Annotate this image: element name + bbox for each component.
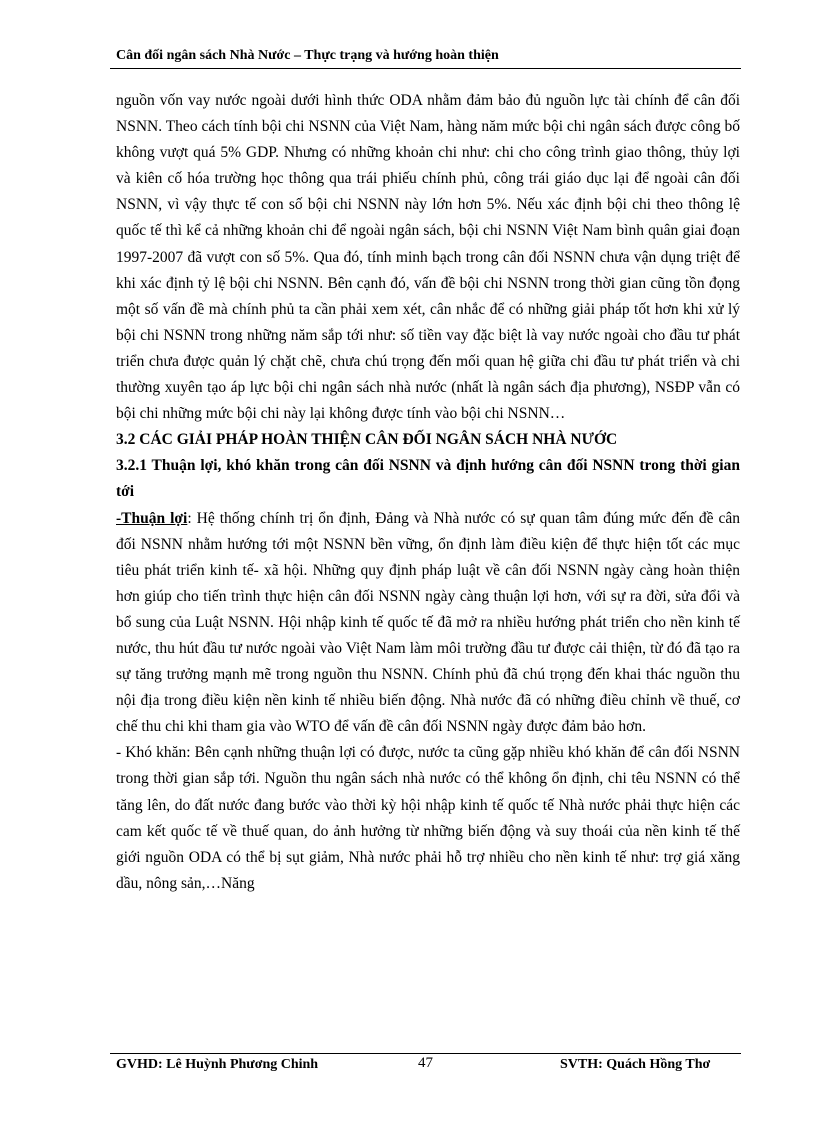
header-rule [110, 68, 741, 69]
page-header-title: Cân đối ngân sách Nhà Nước – Thực trạng và hướng hoàn thiện [116, 48, 499, 63]
paragraph-advantages [116, 506, 740, 741]
page-content [116, 88, 740, 897]
paragraph-difficulties: - Khó khăn: Bên cạnh những thuận lợi có được, nước ta cũng gặp nhiều khó khăn để cân đối NSNN trong thời gian sắp tới. Nguồn thu ngân sách nhà nước có thể không ổn định, chi têu NSNN có thể tăng lên, do đất nước đang bước vào thời kỳ hội nhập kinh tế quốc tế Nhà nước phải thực hiện các cam kết quốc tế về thuế quan, do ảnh hưởng từ những biến động và suy thoái của nền kinh tế thế giới nguồn ODA có thể bị sụt giảm, Nhà nước phải hỗ trợ nhiều cho nền kinh tế như: trợ giá xăng dầu, nông sản,…Năng [116, 744, 740, 892]
footer-advisor: GVHD: Lê Huỳnh Phương Chinh [116, 1057, 319, 1072]
footer-rule [110, 1053, 741, 1054]
section-heading: 3.2 CÁC GIẢI PHÁP HOÀN THIỆN CÂN ĐỐI NGÂN SÁCH NHÀ NƯỚC [116, 431, 618, 449]
paragraph-budget-deficit: nguồn vốn vay nước ngoài dưới hình thức ODA nhằm đảm bảo đủ nguồn lực tài chính để cân đối NSNN. Theo cách tính bội chi NSNN của Việt Nam, hàng năm mức bội chi ngân sách được công bố không vượt quá 5% GDP. Nhưng có những khoản chi như: chi cho công trình giao thông, thủy lợi và kiên cố hóa trường học thông qua trái phiếu chính phủ, công trái giáo dục lại để ngoài cân đối NSNN, vì vậy thực tế con số bội chi NSNN này lớn hơn 5%. Nếu xác định bội chi theo thông lệ quốc tế thì kể cả những khoản chi để ngoài ngân sách, bội chi NSNN Việt Nam bình quân giai đoạn 1997-2007 đã vượt con số 5%. Qua đó, tính minh bạch trong cân đối NSNN chưa vận dụng triệt để khi xác định tỷ lệ bội chi NSNN. Bên cạnh đó, vấn đề bội chi NSNN trong thời gian cũng tồn đọng một số vấn đề mà chính phủ ta cần phải xem xét, cân nhắc để có những giải pháp tốt hơn khi xử lý bội chi NSNN trong những năm sắp tới như: số tiền vay đặc biệt là vay nước ngoài cho đầu tư phát triển chưa được quản lý chặt chẽ, chưa chú trọng đến mối quan hệ giữa chi đầu tư phát triển và chi thường xuyên tạo áp lực bội chi ngân sách nhà nước (nhất là ngân sách địa phương), NSĐP vẫn có bội chi những mức bội chi này lại không được tính vào bội chi NSNN… [116, 92, 740, 423]
subsection-heading: 3.2.1 Thuận lợi, khó khăn trong cân đối NSNN và định hướng cân đối NSNN trong thời gian tới [116, 457, 740, 501]
advantages-label: -Thuận lợi [116, 509, 188, 527]
footer-student: SVTH: Quách Hồng Thơ [560, 1057, 711, 1072]
page-number: 47 [418, 1055, 433, 1071]
advantages-text: : Hệ thống chính trị ổn định, Đảng và Nhà nước có sự quan tâm đúng mức đến đề cân đối NSNN nhằm hướng tới một NSNN bền vững, ổn định làm điều kiện để thực hiện tốt các mục tiêu phát triển kinh tế- xã hội. Những quy định pháp luật về cân đối NSNN ngày càng hoàn thiện hơn giúp cho tiến trình thực hiện cân đối NSNN ngày càng thuận lợi hơn, với sự ra đời, sửa đổi và bổ sung của Luật NSNN. Hội nhập kinh tế quốc tế đã mở ra nhiều hướng phát triển cho nền kinh tế nước, thu hút đầu tư nước ngoài vào Việt Nam làm môi trường đầu tư được cải thiện, từ đó đã tạo ra sự tăng trưởng mạnh mẽ trong nguồn thu NSNN. Chính phủ đã chú trọng đến khai thác nguồn thu nội địa trong điều kiện nền kinh tế nhiều biến động. Nhà nước đã có những điều chỉnh về thuế, cơ chế thu chi khi tham gia vào WTO để vấn đề cân đối NSNN ngày được đảm bảo hơn. [116, 509, 740, 736]
